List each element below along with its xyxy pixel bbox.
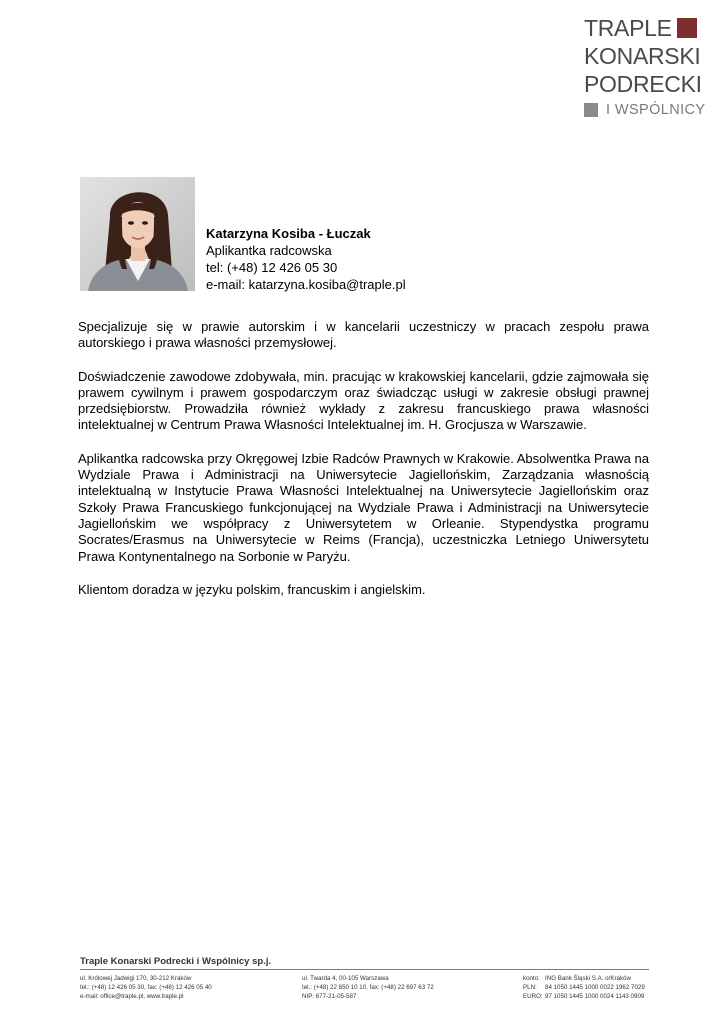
footer-bank-pln: [523, 983, 645, 992]
logo-line-1: [584, 14, 710, 42]
footer-krakow-email[interactable]: e-mail: office@traple.pl, www.traple.pl: [80, 993, 184, 1000]
footer-warszawa-address: [302, 974, 434, 1001]
logo-line-2: KONARSKI: [584, 43, 701, 69]
bank-label: EURO:: [523, 993, 543, 1000]
footer-company-name: Traple Konarski Podrecki i Wspólnicy sp.j.: [80, 956, 272, 967]
person-name: Katarzyna Kosiba - Łuczak: [206, 226, 371, 241]
logo-line-4: [584, 102, 710, 118]
footer-warszawa-phone: tel.: (+48) 22 850 10 10, fax: (+48) 22 697 63 72: [302, 984, 434, 991]
person-phone: tel: (+48) 12 426 05 30: [206, 260, 338, 275]
bank-label: konto:: [523, 975, 540, 982]
contact-block: [206, 225, 406, 293]
bio-paragraph-experience: Doświadczenie zawodowe zdobywała, min. pracując w krakowskiej kancelarii, gdzie zajmowała się prawem cywilnym i prawem gospodarczym oraz świadcząc usługi w zakresie obsługi prawnej przedsiębiorstw. Prowadziła również wykłady z zakresu francuskiego prawa własności intelektualnej w Centrum Prawa Własności Intelektualnej im. H. Grocjusza w Warszawie.: [78, 368, 649, 433]
footer-bank-details: [523, 974, 645, 1001]
company-logo: [584, 14, 710, 118]
bank-label: PLN:: [523, 984, 537, 991]
footer-nip: NIP: 677-21-05-587: [302, 993, 357, 1000]
footer-divider: [80, 969, 649, 970]
logo-grey-square: [584, 103, 598, 117]
logo-line-3: PODRECKI: [584, 71, 702, 97]
profile-photo: [80, 177, 195, 291]
portrait-illustration: [80, 177, 195, 291]
person-role: Aplikantka radcowska: [206, 243, 332, 258]
bio-text: [78, 319, 649, 615]
footer-krakow-address: [80, 974, 212, 1001]
footer-bank-account: [523, 974, 645, 983]
bio-paragraph-specialization: Specjalizuje się w prawie autorskim i w kancelarii uczestniczy w pracach zespołu prawa autorskiego i prawa własności przemysłowej.: [78, 319, 649, 351]
footer-krakow-street: ul. Królowej Jadwigi 170, 30-212 Kraków: [80, 975, 192, 982]
bio-paragraph-education: Aplikantka radcowska przy Okręgowej Izbie Radców Prawnych w Krakowie. Absolwentka Prawa na Wydziale Prawa i Administracji na Uniwersytecie Jagiellońskim, Zarządzania własnością intelektualną w Instytucie Prawa Własności Intelektualnej na Uniwersytecie Jagiellońskim oraz Szkoły Prawa Francuskiego funkcjonującej na Wydziale Prawa i Administracji na Uniwersytecie Jagiellońskim we współpracy z Uniwersytetem w Orleanie. Stypendystka programu Socrates/Erasmus na Uniwersytecie w Reims (Francja), uczestniczka Letniego Uniwersytetu Prawa Kontynentalnego na Sorbonie w Paryżu.: [78, 450, 649, 564]
logo-red-square: [677, 18, 697, 38]
footer-krakow-phone: tel.: (+48) 12 426 05 30, fax: (+48) 12 426 05 40: [80, 984, 212, 991]
bank-value: 97 1050 1445 1000 0024 1143 0909: [545, 993, 645, 1000]
bank-value: 84 1050 1445 1000 0022 1962 7029: [545, 984, 645, 991]
footer-bank-euro: [523, 992, 645, 1001]
logo-text-wspolnicy: I WSPÓLNICY: [606, 102, 706, 118]
bank-value: ING Bank Śląski S.A. o/Kraków: [545, 975, 631, 982]
person-email[interactable]: e-mail: katarzyna.kosiba@traple.pl: [206, 277, 406, 292]
bio-paragraph-languages: Klientom doradza w języku polskim, francuskim i angielskim.: [78, 581, 426, 597]
logo-text-traple: TRAPLE: [584, 15, 672, 41]
footer-warszawa-street: ul. Twarda 4, 00-105 Warszawa: [302, 975, 389, 982]
